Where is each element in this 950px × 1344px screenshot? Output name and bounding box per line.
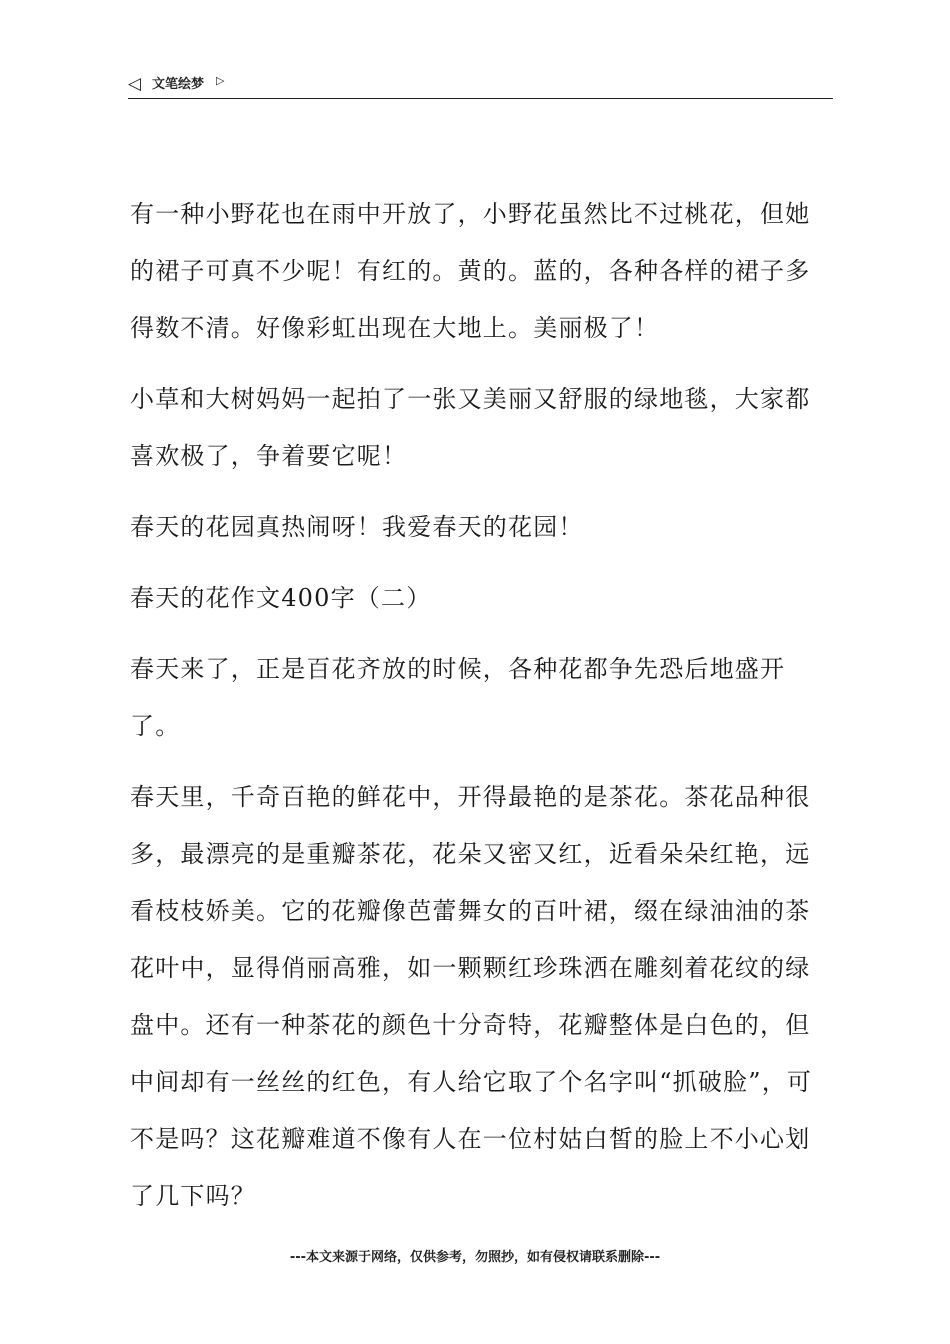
left-triangle-icon: ◁: [128, 74, 142, 94]
paragraph-1: 有一种小野花也在雨中开放了，小野花虽然比不过桃花，但她的裙子可真不少呢！有红的。黄的。蓝的，各种各样的裙子多得数不清。好像彩虹出现在大地上。美丽极了！: [130, 200, 811, 342]
paragraph-3: 春天的花园真热闹呀！我爱春天的花园！: [130, 513, 584, 541]
footer-notice: ---本文来源于网络，仅供参考，勿照抄，如有侵权请联系删除---: [289, 1250, 661, 1265]
right-triangle-icon: ▷: [216, 74, 225, 87]
paragraph-5: 春天里，千奇百艳的鲜花中，开得最艳的是茶花。茶花品种很多，最漂亮的是重瓣茶花，花朵又密又红，近看朵朵红艳，远看枝枝娇美。它的花瓣像芭蕾舞女的百叶裙，缀在绿油油的茶花叶中，显得俏丽高雅，如一颗颗红珍珠洒在雕刻着花纹的绿盘中。还有一种茶花的颜色十分奇特，花瓣整体是白色的，但中间却有一丝丝的红色，有人给它取了个名字叫“抓破脸”，可不是吗？这花瓣难道不像有人在一位村姑白皙的脸上不小心划了几下吗？: [130, 783, 813, 1210]
page-header: [128, 74, 833, 99]
document-body: [130, 186, 830, 1239]
paragraph-4: 春天来了，正是百花齐放的时候，各种花都争先恐后地盛开了。: [130, 655, 786, 740]
section-heading: 春天的花作文400字（二）: [130, 584, 432, 612]
paragraph-2: 小草和大树妈妈一起拍了一张又美丽又舒服的绿地毯，大家都喜欢极了，争着要它呢！: [130, 385, 811, 470]
header-title: 文笔绘梦: [152, 77, 205, 92]
